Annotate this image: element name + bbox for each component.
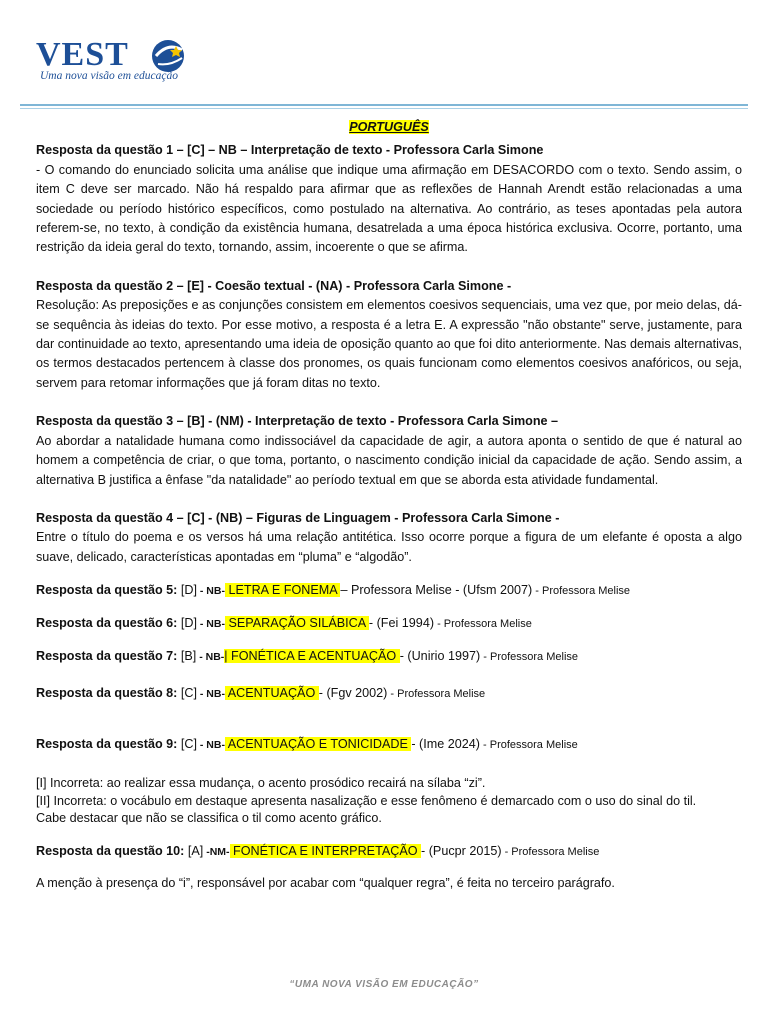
footer-slogan: “UMA NOVA VISÃO EM EDUCAÇÃO” bbox=[289, 979, 479, 990]
logo-wordmark: VEST bbox=[36, 36, 129, 73]
section-title: PORTUGUÊS bbox=[349, 120, 429, 134]
question-3-body: Ao abordar a natalidade humana como indissociável da capacidade de agir, a autora aponta o sentido de que é natural ao homem a competência de criar, o que toma, portanto, o nascimento condição inicial da capacidade de ação. Sendo assim, a alternativa B justifica a ênfase "da natalidade" ao período textual em que se aborda esta atividade fundamental. bbox=[36, 433, 742, 487]
question-10-body: A menção à presença do “i”, responsável por acabar com “qualquer regra”, é feita no terceiro parágrafo. bbox=[36, 875, 615, 890]
question-6-line: Resposta da questão 6: [D] - NB- SEPARAÇÃO SILÁBICA - (Fei 1994) - Professora Melise bbox=[36, 616, 532, 631]
header-divider-thin bbox=[20, 108, 748, 109]
question-9-item-2: [II] Incorreta: o vocábulo em destaque apresenta nasalização e esse fenômeno é demarcado com o uso do sinal do til. bbox=[36, 793, 697, 808]
header-divider bbox=[20, 104, 748, 106]
question-10-line: Resposta da questão 10: [A] -NM- FONÉTICA E INTERPRETAÇÃO - (Pucpr 2015) - Professora Melise bbox=[36, 843, 600, 858]
question-7-line: Resposta da questão 7: [B] - NB-| FONÉTICA E ACENTUAÇÃO - (Unirio 1997) - Professora Melise bbox=[36, 649, 579, 664]
question-2-body: Resolução: As preposições e as conjunções consistem em elementos coesivos sequenciais, uma vez que, por meio delas, dá-se sequência às ideias do texto. Por esse motivo, a resposta é a letra E. A expressão "não obstante" serve, justamente, para dar continuidade ao texto, apresentando uma ideia de oposição quanto ao que foi dito anteriormente. Nas demais alternativas, os termos destacados pertencem à classe dos pronomes, os quais funcionam como elementos coesivos anafóricos, ou seja, servem para retomar informações que já foram ditas no texto. bbox=[36, 298, 742, 390]
question-5-line: Resposta da questão 5: [D] - NB- LETRA E FONEMA – Professora Melise - (Ufsm 2007) - Professora Melise bbox=[36, 583, 631, 598]
question-1-heading: Resposta da questão 1 – [C] – NB – Interpretação de texto - Professora Carla Simone bbox=[36, 143, 544, 158]
question-3-heading: Resposta da questão 3 – [B] - (NM) - Interpretação de texto - Professora Carla Simone – bbox=[36, 414, 559, 429]
question-4-heading: Resposta da questão 4 – [C] - (NB) – Figuras de Linguagem - Professora Carla Simone - bbox=[36, 510, 560, 525]
answer-key bbox=[36, 118, 742, 893]
question-1-body: - O comando do enunciado solicita uma análise que indique uma afirmação em DESACORDO com o texto. Sendo assim, o item C deve ser marcado. Não há respaldo para afirmar que as reflexões de Hannah Arendt estão relacionadas a uma sociedade ou período histórico específicos, como postulado na alternativa. Ao contrário, as teses apontadas pela autora referem-se, no texto, à condição da existência humana, desatrelada a uma época histórica exclusiva. Ocorre, portanto, uma restrição da ideia geral do texto, tornando, assim, incoerente o que se afirma. bbox=[36, 162, 742, 255]
question-4-body: Entre o título do poema e os versos há uma relação antitética. Isso ocorre porque a figura de um elefante é oposta a algo suave, delicado, características apontadas em “pluma” e “algodão”. bbox=[36, 530, 742, 564]
question-9-line: Resposta da questão 9: [C] - NB- ACENTUAÇÃO E TONICIDADE - (Ime 2024) - Professora Melise bbox=[36, 737, 578, 752]
question-9-item-1: [I] Incorreta: ao realizar essa mudança, o acento prosódico recairá na sílaba “zi”. bbox=[36, 776, 486, 791]
question-2-heading: Resposta da questão 2 – [E] - Coesão textual - (NA) - Professora Carla Simone - bbox=[36, 278, 512, 293]
question-8-line: Resposta da questão 8: [C] - NB- ACENTUAÇÃO - (Fgv 2002) - Professora Melise bbox=[36, 686, 486, 701]
globe-icon bbox=[148, 36, 192, 74]
logo-tagline: Uma nova visão em educação bbox=[40, 70, 178, 82]
vest-logo bbox=[36, 36, 186, 88]
question-9-note: Cabe destacar que não se classifica o til como acento gráfico. bbox=[36, 811, 382, 826]
